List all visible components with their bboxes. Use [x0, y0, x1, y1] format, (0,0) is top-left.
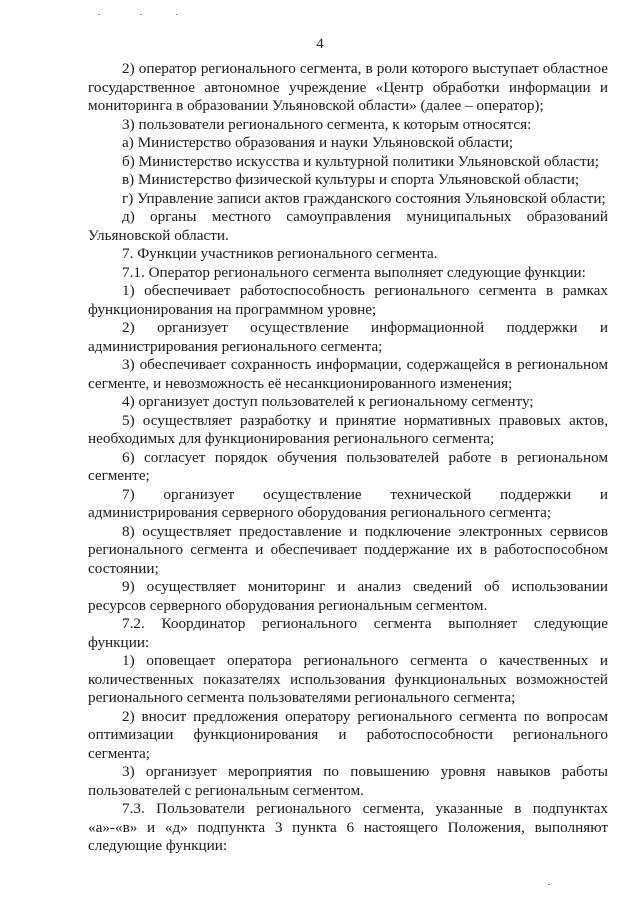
- subsection-7-1: 7.1. Оператор регионального сегмента выполняет следующие функции:: [122, 263, 586, 281]
- page-number: 4: [316, 36, 324, 52]
- list-item-users-a: а) Министерство образования и науки Ульяновской области;: [122, 134, 514, 151]
- subsection-7-3: 7.3. Пользователи регионального сегмента, указанные в подпунктах «а»-«в» и «д» подпункта 3 пункта 6 настоящего Положения, выполняют следующие функции:: [88, 800, 608, 854]
- operator-function-6: 6) согласует порядок обучения пользователей работе в региональном сегменте;: [88, 448, 608, 484]
- operator-function-4: 4) организует доступ пользователей к региональному сегменту;: [122, 393, 534, 410]
- scan-speck: [176, 14, 178, 15]
- list-item-users-b: б) Министерство искусства и культурной политики Ульяновской области;: [122, 152, 599, 170]
- coordinator-function-1: 1) оповещает оператора регионального сегмента о качественных и количественных показателях использования функциональных возможностей регионального сегмента пользователями регионального сегмента;: [88, 652, 608, 706]
- scan-speck: [98, 14, 100, 15]
- document-body: [88, 60, 608, 856]
- list-item-users-d: д) органы местного самоуправления муниципальных образований Ульяновской области.: [88, 208, 608, 244]
- list-item-users-g: г) Управление записи актов гражданского состояния Ульяновской области;: [122, 189, 606, 207]
- operator-function-5: 5) осуществляет разработку и принятие нормативных правовых актов, необходимых для функционирования регионального сегмента;: [88, 411, 608, 447]
- operator-function-7: 7) организует осуществление технической поддержки и администрирования серверного оборудования регионального сегмента;: [88, 485, 608, 521]
- scan-speck: [140, 14, 142, 15]
- operator-function-9: 9) осуществляет мониторинг и анализ сведений об использовании ресурсов серверного оборудования региональным сегментом.: [88, 578, 608, 614]
- operator-function-8: 8) осуществляет предоставление и подключение электронных сервисов регионального сегмента и обеспечивает поддержание их в работоспособном состоянии;: [88, 522, 608, 577]
- list-item-users: 3) пользователи регионального сегмента, к которым относятся:: [122, 115, 532, 133]
- coordinator-function-2: 2) вносит предложения оператору регионального сегмента по вопросам оптимизации функционирования и работоспособности регионального сегмента;: [88, 707, 608, 762]
- list-item-operator: 2) оператор регионального сегмента, в роли которого выступает областное государственное автономное учреждение «Центр обработки информации и мониторинга в образовании Ульяновской области» (далее – оператор);: [88, 60, 608, 114]
- coordinator-function-3: 3) организует мероприятия по повышению уровня навыков работы пользователей с региональным сегментом.: [88, 763, 608, 799]
- operator-function-2: 2) организует осуществление информационной поддержки и администрирования регионального сегмента;: [88, 319, 608, 355]
- scan-speck: [548, 884, 550, 885]
- operator-function-3: 3) обеспечивает сохранность информации, содержащейся в региональном сегменте, и невозможность её несанкционированного изменения;: [88, 356, 608, 392]
- section-heading-7: 7. Функции участников регионального сегмента.: [122, 245, 438, 262]
- subsection-7-2: 7.2. Координатор регионального сегмента выполняет следующие функции:: [88, 615, 608, 651]
- list-item-users-v: в) Министерство физической культуры и спорта Ульяновской области;: [122, 171, 580, 188]
- operator-function-1: 1) обеспечивает работоспособность регионального сегмента в рамках функционирования на программном уровне;: [88, 282, 608, 318]
